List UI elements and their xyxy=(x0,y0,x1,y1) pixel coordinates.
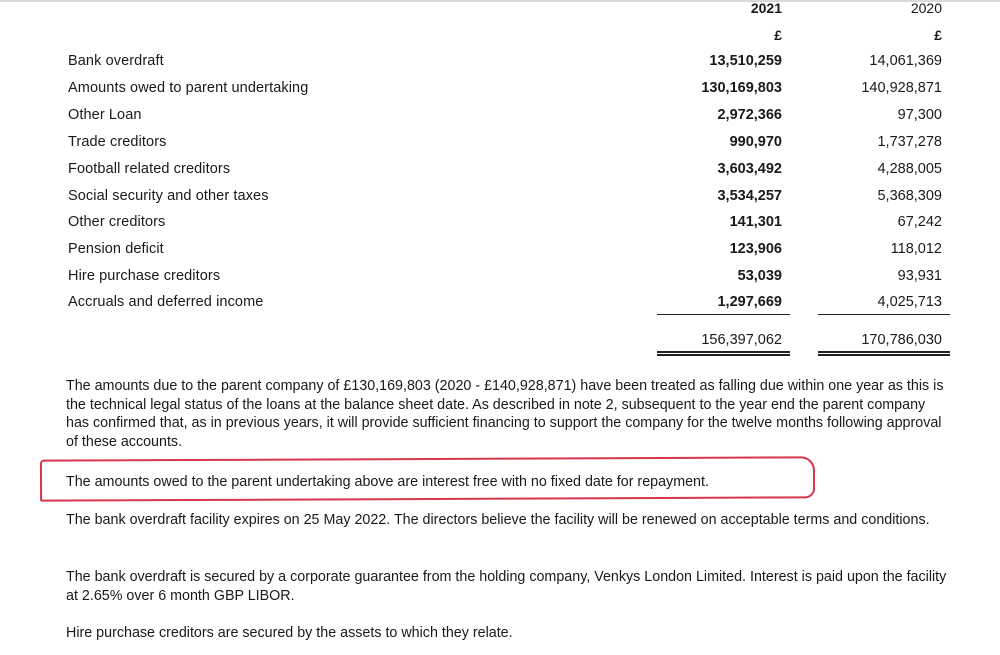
row-value-2021: 13,510,259 xyxy=(709,53,782,69)
table-row xyxy=(0,241,1000,267)
table-row xyxy=(0,161,1000,187)
total-double-rule-2020-bottom xyxy=(818,354,950,356)
column-header-2020: 2020 xyxy=(910,0,942,16)
note-interest-free: The amounts owed to the parent undertaking above are interest free with no fixed date for repayment. xyxy=(66,474,709,490)
table-row xyxy=(0,188,1000,214)
total-double-rule-2020-top xyxy=(818,351,950,353)
table-row xyxy=(0,294,1000,320)
row-label: Bank overdraft xyxy=(68,53,164,69)
row-value-2020: 4,288,005 xyxy=(877,161,942,177)
row-value-2020: 118,012 xyxy=(890,241,942,257)
row-label: Trade creditors xyxy=(68,134,167,150)
row-value-2021: 3,534,257 xyxy=(717,188,782,204)
row-value-2021: 2,972,366 xyxy=(717,107,782,123)
total-double-rule-2021-top xyxy=(657,351,790,353)
table-row xyxy=(0,268,1000,294)
row-label: Other creditors xyxy=(68,214,166,230)
subtotal-rule-2020 xyxy=(818,314,950,315)
table-row xyxy=(0,214,1000,240)
table-row xyxy=(0,80,1000,106)
note-overdraft-security: The bank overdraft is secured by a corporate guarantee from the holding company, Venkys London Limited. Interest is paid upon the facility at 2.65% over 6 month GBP LIBOR. xyxy=(66,569,947,604)
row-label: Social security and other taxes xyxy=(68,188,269,204)
row-value-2021: 3,603,492 xyxy=(717,161,782,177)
note-parent-company: The amounts due to the parent company of £130,169,803 (2020 - £140,928,871) have been treated as falling due within one year as this is the technical legal status of the loans at the balance sheet date. As described in note 2, subsequent to the year end the parent company has confirmed that, as in previous years, it will provide sufficient financing to support the company for the twelve months following approval of these accounts. xyxy=(66,378,944,450)
table-row xyxy=(0,53,1000,79)
row-label: Amounts owed to parent undertaking xyxy=(68,80,309,96)
subtotal-rule-2021 xyxy=(657,314,790,315)
row-value-2021: 123,906 xyxy=(729,241,782,257)
row-value-2020: 140,928,871 xyxy=(861,80,942,96)
row-value-2021: 1,297,669 xyxy=(717,294,782,310)
note-hire-purchase: Hire purchase creditors are secured by the assets to which they relate. xyxy=(66,625,513,641)
row-value-2020: 4,025,713 xyxy=(877,294,942,310)
row-label: Hire purchase creditors xyxy=(68,268,221,284)
row-value-2020: 97,300 xyxy=(897,107,942,123)
currency-header-2020: £ xyxy=(934,27,942,43)
row-label: Pension deficit xyxy=(68,241,164,257)
row-value-2020: 1,737,278 xyxy=(877,134,942,150)
row-value-2020: 93,931 xyxy=(897,268,942,284)
row-value-2021: 130,169,803 xyxy=(701,80,782,96)
currency-header-2021: £ xyxy=(774,27,782,43)
total-value-2020: 170,786,030 xyxy=(861,332,942,348)
note-overdraft-expiry: The bank overdraft facility expires on 25 May 2022. The directors believe the facility will be renewed on acceptable terms and conditions. xyxy=(66,512,930,528)
column-header-2021: 2021 xyxy=(750,0,782,16)
table-row xyxy=(0,134,1000,160)
row-label: Football related creditors xyxy=(68,161,231,177)
row-value-2020: 5,368,309 xyxy=(877,188,942,204)
total-value-2021: 156,397,062 xyxy=(701,332,782,348)
row-value-2021: 141,301 xyxy=(729,214,782,230)
row-value-2020: 14,061,369 xyxy=(869,53,942,69)
row-value-2021: 990,970 xyxy=(729,134,782,150)
total-double-rule-2021-bottom xyxy=(657,354,790,356)
row-label: Other Loan xyxy=(68,107,142,123)
row-value-2020: 67,242 xyxy=(897,214,942,230)
table-row xyxy=(0,107,1000,133)
row-label: Accruals and deferred income xyxy=(68,294,264,310)
row-value-2021: 53,039 xyxy=(737,268,782,284)
